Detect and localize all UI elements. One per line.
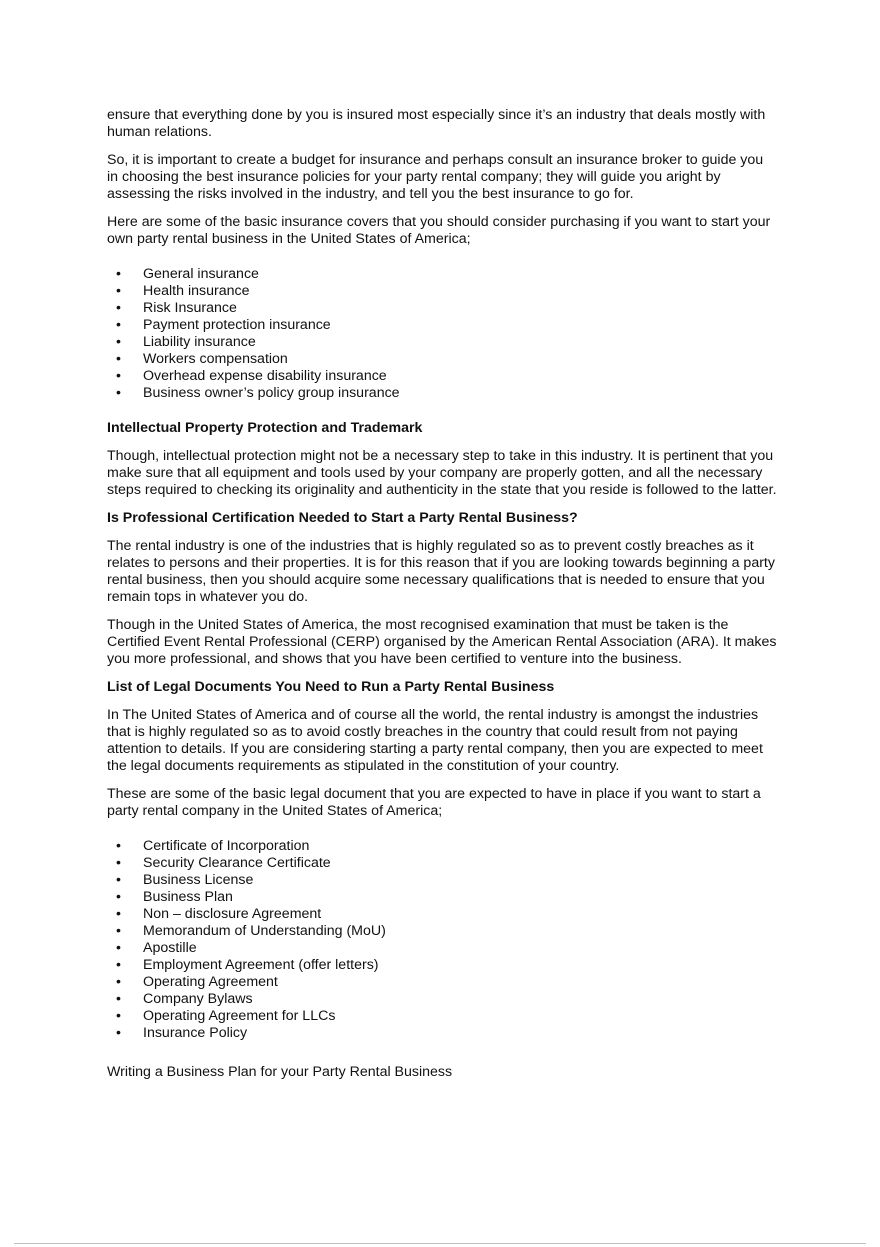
- list-item: • Insurance Policy: [116, 1025, 248, 1041]
- list-item: • Health insurance: [116, 283, 250, 299]
- legal-paragraph-2: These are some of the basic legal document that you are expected to have in place if you want to start a party rental company in the United States of America;: [107, 786, 761, 819]
- list-item: • Business Plan: [116, 889, 233, 905]
- bullet-icon: •: [116, 855, 121, 871]
- ip-paragraph: Though, intellectual protection might not be a necessary step to take in this industry. It is pertinent that you make sure that all equipment and tools used by your company are properly gotten, and all the necessary steps required to checking its originality and authenticity in the state that you reside is followed to the latter.: [107, 448, 777, 498]
- bullet-icon: •: [116, 317, 121, 333]
- bullet-icon: •: [116, 923, 121, 939]
- list-item: • Non – disclosure Agreement: [116, 906, 322, 922]
- bullet-icon: •: [116, 872, 121, 888]
- certification-paragraph-1: The rental industry is one of the industries that is highly regulated so as to prevent costly breaches as it relates to persons and their properties. It is for this reason that if you are looking towards beginning a party rental business, then you should acquire some necessary qualifications that is needed to ensure that you remain tops in whatever you do.: [107, 538, 775, 605]
- list-item: • Certificate of Incorporation: [116, 838, 310, 854]
- list-item: • Operating Agreement for LLCs: [116, 1008, 336, 1024]
- ip-heading: Intellectual Property Protection and Trademark: [107, 420, 423, 436]
- list-item: • Business owner’s policy group insurance: [116, 385, 400, 401]
- list-item: • Risk Insurance: [116, 300, 237, 316]
- list-item: • Overhead expense disability insurance: [116, 368, 387, 384]
- bullet-icon: •: [116, 838, 121, 854]
- list-item: • Security Clearance Certificate: [116, 855, 331, 871]
- intro-paragraph-3: Here are some of the basic insurance covers that you should consider purchasing if you want to start your own party rental business in the United States of America;: [107, 214, 771, 247]
- list-item: • Business License: [116, 872, 254, 888]
- list-item: • Operating Agreement: [116, 974, 278, 990]
- document-page: [107, 107, 777, 1092]
- bullet-icon: •: [116, 906, 121, 922]
- list-item: • Workers compensation: [116, 351, 288, 367]
- list-item: • Payment protection insurance: [116, 317, 331, 333]
- footer-divider: [14, 1243, 866, 1244]
- bullet-icon: •: [116, 266, 121, 282]
- bullet-icon: •: [116, 974, 121, 990]
- list-item: • Liability insurance: [116, 334, 256, 350]
- list-item: • General insurance: [116, 266, 259, 282]
- legal-paragraph-1: In The United States of America and of course all the world, the rental industry is amongst the industries that is highly regulated so as to avoid costly breaches in the country that could result from not paying attention to details. If you are considering starting a party rental company, then you are expected to meet the legal documents requirements as stipulated in the constitution of your country.: [107, 707, 763, 774]
- bullet-icon: •: [116, 957, 121, 973]
- legal-documents-heading: List of Legal Documents You Need to Run a Party Rental Business: [107, 679, 555, 695]
- intro-paragraph-1: ensure that everything done by you is insured most especially since it’s an industry that deals mostly with human relations.: [107, 107, 766, 140]
- bullet-icon: •: [116, 368, 121, 384]
- bullet-icon: •: [116, 991, 121, 1007]
- bullet-icon: •: [116, 283, 121, 299]
- list-item: • Employment Agreement (offer letters): [116, 957, 379, 973]
- bullet-icon: •: [116, 300, 121, 316]
- intro-paragraph-2: So, it is important to create a budget for insurance and perhaps consult an insurance broker to guide you in choosing the best insurance policies for your party rental company; they will guide you aright by assessing the risks involved in the industry, and tell you the best insurance to go for.: [107, 152, 764, 202]
- bullet-icon: •: [116, 1008, 121, 1024]
- bullet-icon: •: [116, 385, 121, 401]
- certification-heading: Is Professional Certification Needed to Start a Party Rental Business?: [107, 510, 578, 526]
- insurance-list: [107, 266, 777, 402]
- bullet-icon: •: [116, 940, 121, 956]
- list-item: • Company Bylaws: [116, 991, 253, 1007]
- list-item: • Apostille: [116, 940, 197, 956]
- list-item: • Memorandum of Understanding (MoU): [116, 923, 386, 939]
- certification-paragraph-2: Though in the United States of America, the most recognised examination that must be taken is the Certified Event Rental Professional (CERP) organised by the American Rental Association (ARA). It makes you more professional, and shows that you have been certified to venture into the business.: [107, 617, 777, 667]
- bullet-icon: •: [116, 334, 121, 350]
- closing-line: Writing a Business Plan for your Party Rental Business: [107, 1064, 453, 1080]
- bullet-icon: •: [116, 351, 121, 367]
- legal-documents-list: [107, 838, 777, 1042]
- bullet-icon: •: [116, 1025, 121, 1041]
- bullet-icon: •: [116, 889, 121, 905]
